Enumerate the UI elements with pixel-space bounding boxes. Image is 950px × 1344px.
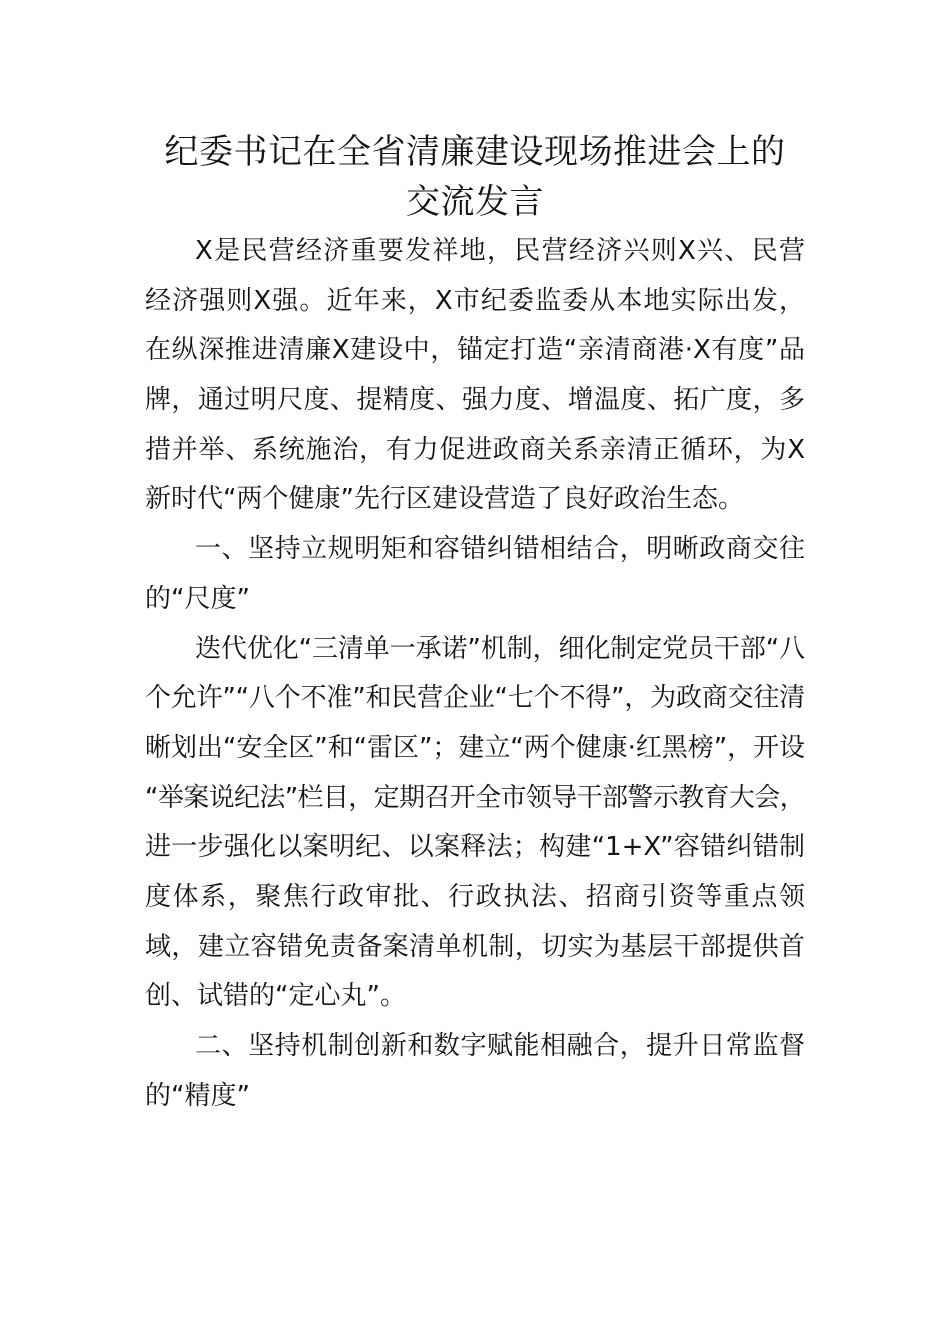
paragraph-line: 经济强则X强。近年来，X市纪委监委从本地实际出发， (145, 285, 805, 316)
paragraph-line: “举案说纪法”栏目，定期召开全市领导干部警示教育大会， (145, 782, 805, 813)
heading-line: 一、坚持立规明矩和容错纠错相结合，明晰政商交往 (195, 534, 805, 565)
heading-line: 的“尺度” (145, 583, 250, 614)
document-body (145, 127, 805, 1121)
document-title (145, 127, 805, 227)
paragraph-line: 个允许”“八个不准”和民营企业“七个不得”，为政商交往清 (145, 683, 805, 714)
heading-line: 二、坚持机制创新和数字赋能相融合，提升日常监督 (195, 1031, 805, 1061)
paragraph-line: 在纵深推进清廉X建设中，锚定打造“亲清商港·X有度”品 (145, 335, 805, 366)
paragraph-line: 进一步强化以案明纪、以案释法；构建“1+X”容错纠错制 (145, 832, 805, 863)
paragraph-line: 创、试错的“定心丸”。 (145, 981, 406, 1012)
paragraph-line: 迭代优化“三清单一承诺”机制，细化制定党员干部“八 (195, 633, 805, 664)
paragraph-line: 晰划出“安全区”和“雷区”；建立“两个健康·红黑榜”，开设 (145, 732, 805, 763)
section-1-paragraph (145, 625, 805, 1023)
intro-paragraph (145, 227, 805, 525)
title-line: 纪委书记在全省清廉建设现场推进会上的 (164, 132, 786, 172)
paragraph-line: X是民营经济重要发祥地，民营经济兴则X兴、民营 (195, 236, 805, 266)
paragraph-line: 措并举、系统施治，有力促进政商关系亲清正循环，为X (145, 434, 805, 465)
paragraph-line: 牌，通过明尺度、提精度、强力度、增温度、拓广度，多 (145, 385, 805, 416)
paragraph-line: 域，建立容错免责备案清单机制，切实为基层干部提供首 (145, 931, 805, 962)
paragraph-line: 新时代“两个健康”先行区建设营造了良好政治生态。 (145, 484, 744, 515)
paragraph-line: 度体系，聚焦行政审批、行政执法、招商引资等重点领 (145, 881, 805, 912)
title-line: 交流发言 (406, 182, 544, 222)
section-heading-1 (145, 525, 805, 624)
section-heading-2 (145, 1022, 805, 1121)
heading-line: 的“精度” (145, 1080, 250, 1111)
